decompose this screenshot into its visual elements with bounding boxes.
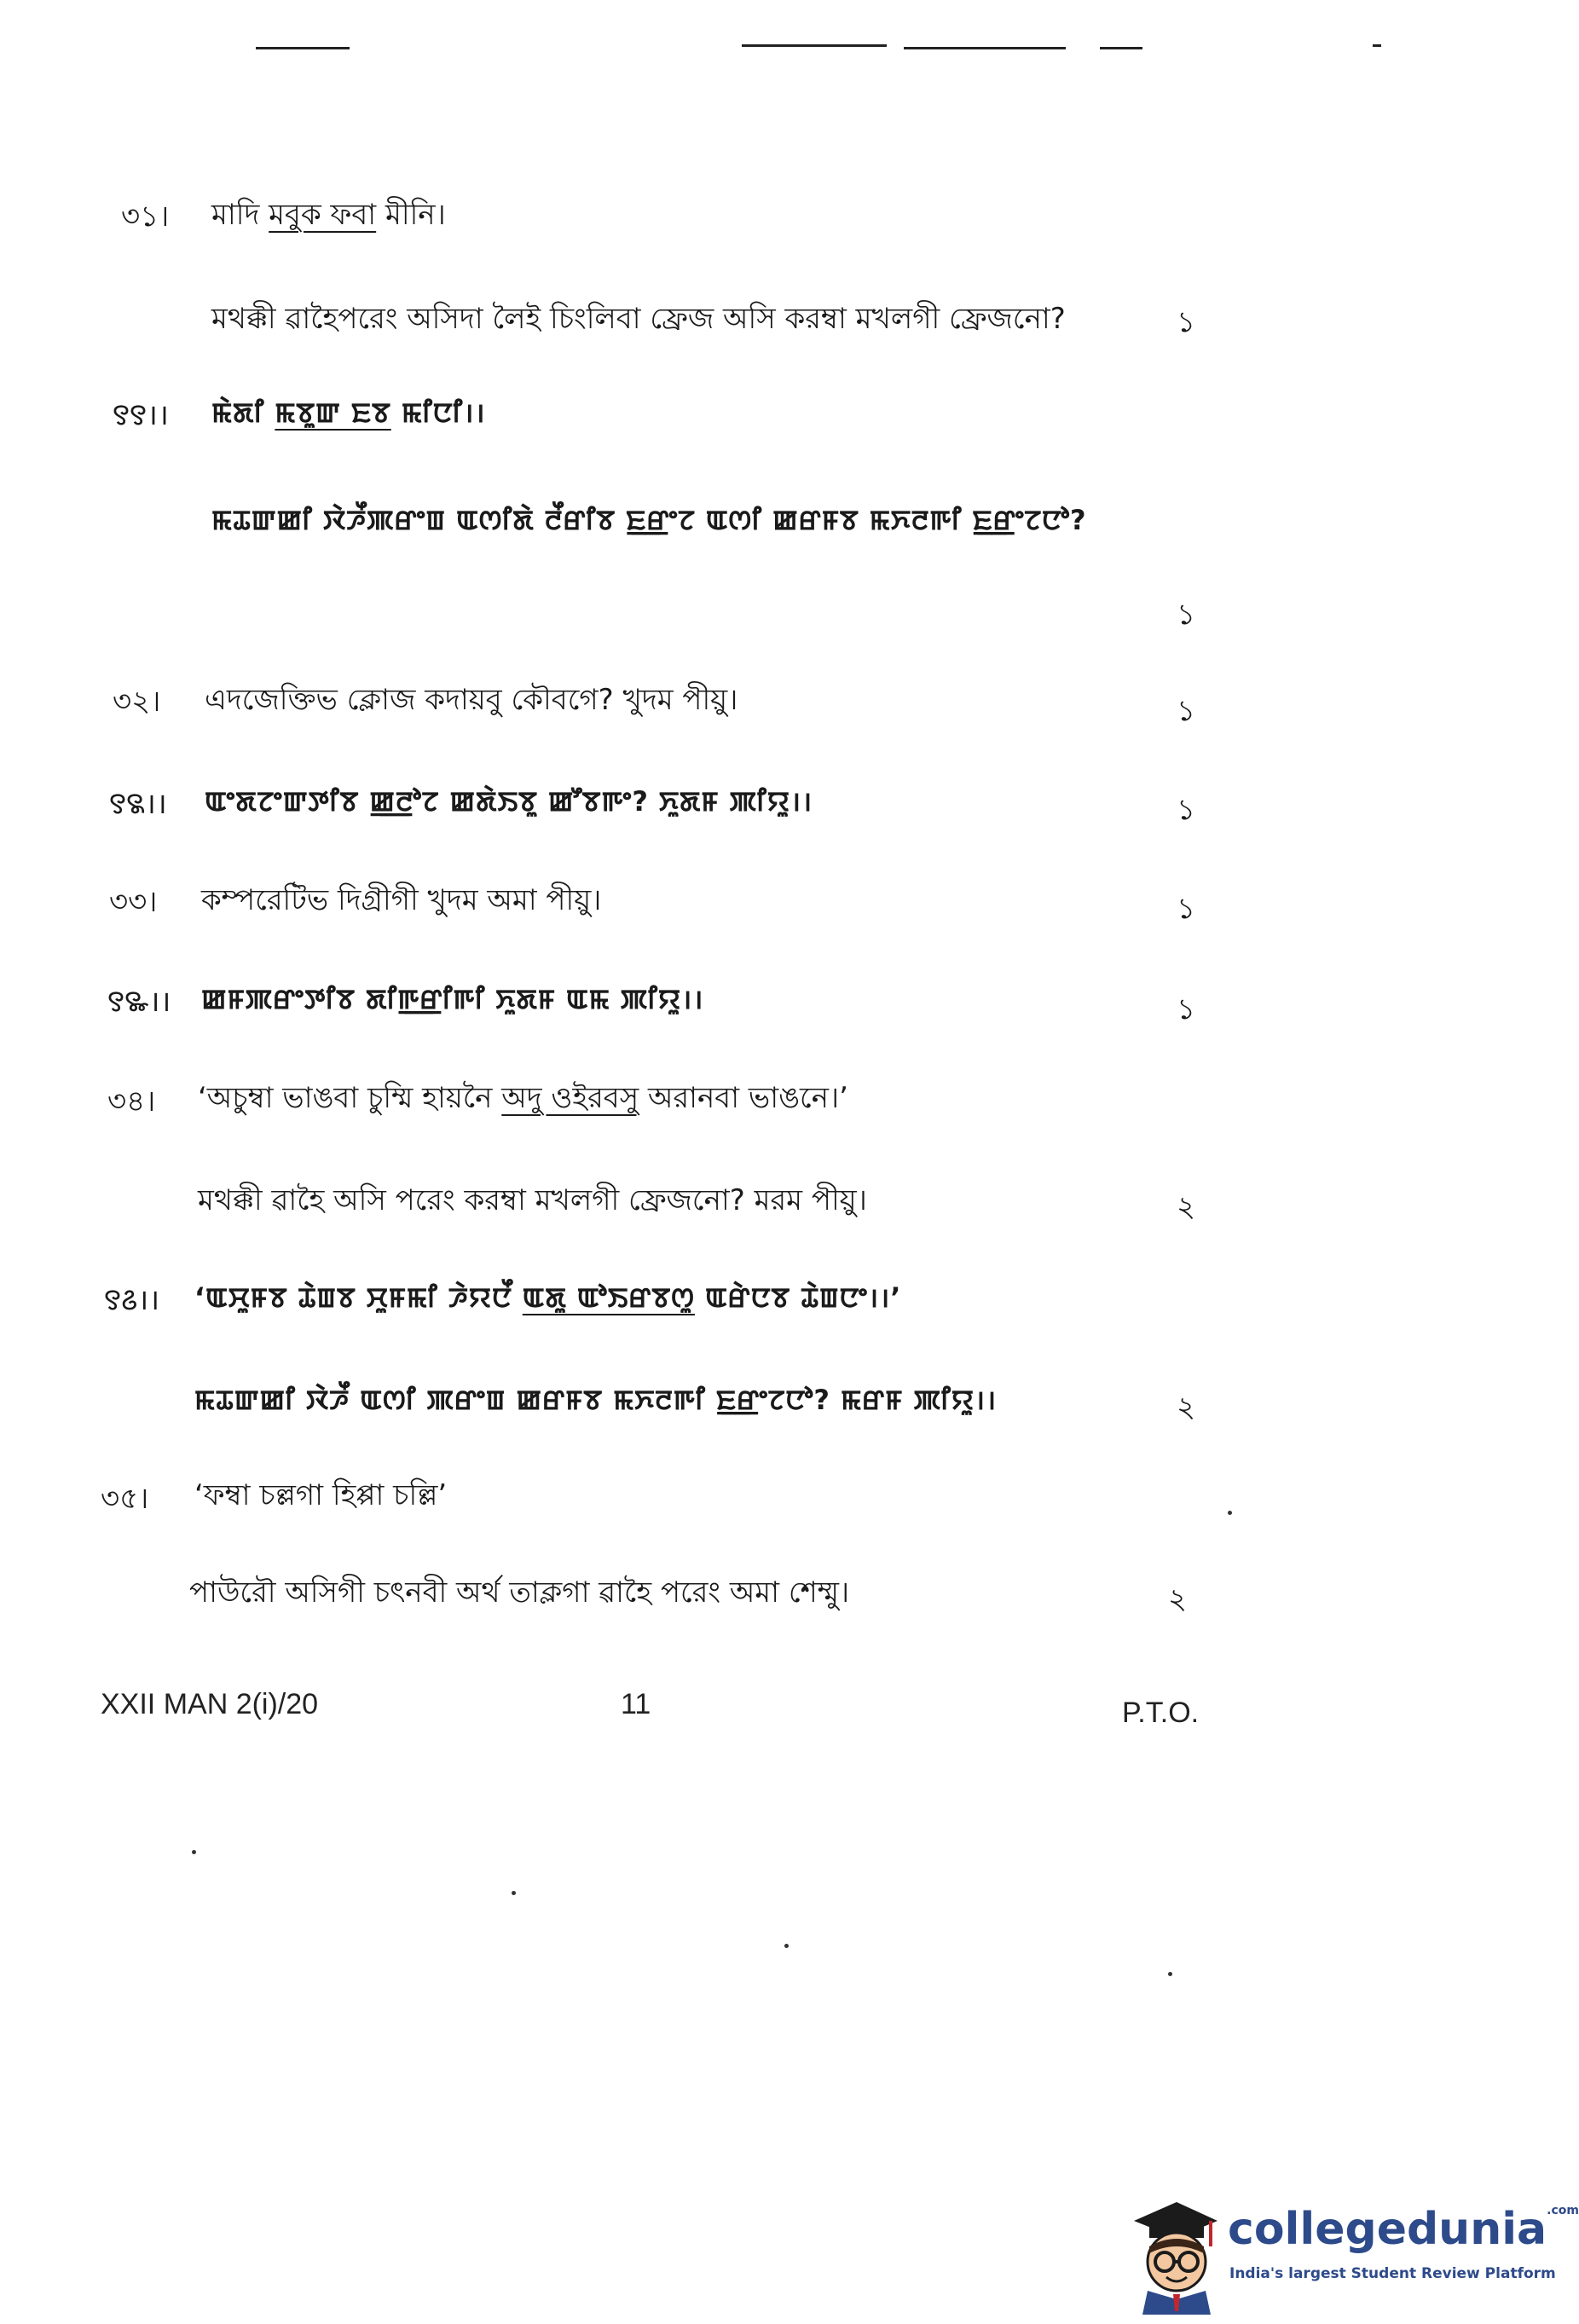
question-subtext: ꯃꯊꯛꯀꯤ ꯋꯥꯍꯩ ꯑꯁꯤ ꯄꯔꯦꯡ ꯀꯔꯝꯕ ꯃꯈꯂꯒꯤ ꯐ꯭ꯔꯦꯖꯅꯣ? ꯃꯔꯝ ꯄꯤꯌꯨ।। xyxy=(194,1384,998,1416)
question-suffix: অরানবা ভাঙনে।’ xyxy=(639,1081,848,1115)
question-text: কম্পরেটিভ দিগ্রীগী খুদম অমা পীয়ু। xyxy=(201,883,602,917)
marks: ১ xyxy=(1177,892,1196,926)
marks: ১ xyxy=(1177,992,1196,1026)
scan-speck xyxy=(1168,1972,1172,1976)
paper-code: XXII MAN 2(i)/20 xyxy=(101,1688,319,1720)
question-text: ꯀꯝꯄꯔꯦꯇꯤꯕ ꯗꯤꯒ꯭ꯔꯤꯒꯤ ꯈꯨꯗꯝ ꯑꯃ ꯄꯤꯌꯨ।। xyxy=(201,983,704,1015)
underlined-phrase: ꯃꯕꯨꯛ ꯐꯕ xyxy=(275,396,391,429)
question-suffix: মীনি। xyxy=(376,198,446,232)
marks: ২ xyxy=(1168,1582,1188,1616)
question-text: ꯑꯦꯗꯖꯦꯛꯇꯤꯕ ꯀ꯭ꯂꯣꯖ ꯀꯗꯥꯏꯕꯨ ꯀꯧꯕꯒꯦ? ꯈꯨꯗꯝ ꯄꯤꯌꯨ।। xyxy=(205,785,813,818)
brand-text: collegedunia xyxy=(1228,2204,1547,2255)
question-prefix: ‘ꯑꯆꯨꯝꯕ ꯊꯥꯡꯕ ꯆꯨꯝꯃꯤ ꯍꯥꯌꯅꯩ xyxy=(194,1281,523,1314)
question-number: ꯱꯳।। xyxy=(107,985,171,1019)
question-number: ꯱꯱।। xyxy=(113,398,169,432)
question-subtext: মথক্কী ৱাহৈপরেং অসিদা লৈই চিংলিবা ফ্রেজ অসি করম্বা মখলগী ফ্রেজনো? xyxy=(211,302,1066,336)
question-suffix: ꯑꯔꯥꯅꯕ ꯊꯥꯡꯅꯦ।।’ xyxy=(694,1281,902,1314)
question-number: ৩৪। xyxy=(107,1084,156,1119)
question-text xyxy=(211,193,446,241)
question-subtext: মথক্কী ৱাহৈ অসি পরেং করম্বা মখলগী ফ্রেজনো? মরম পীয়ু। xyxy=(198,1183,867,1217)
scan-mark xyxy=(1373,44,1381,47)
brand-name xyxy=(1228,2204,1579,2255)
scan-speck xyxy=(512,1891,516,1895)
question-number: ৩৫। xyxy=(101,1482,149,1516)
brand-tagline: India's largest Student Review Platform xyxy=(1229,2265,1556,2282)
underlined-phrase: অদু ওইরবসু xyxy=(501,1081,639,1115)
marks: ১ xyxy=(1177,694,1196,728)
question-text: ‘ফম্বা চল্লগা হিপ্পা চল্লি’ xyxy=(194,1478,448,1512)
brand-suffix: .com xyxy=(1547,2204,1579,2217)
question-text xyxy=(211,394,485,431)
question-text xyxy=(198,1076,848,1124)
scan-mark xyxy=(1100,47,1142,49)
question-subtext: পাউরৌ অসিগী চৎনবী অর্থ তাক্লগা ৱাহৈ পরেং অমা শেম্মু। xyxy=(189,1575,850,1610)
marks: ১ xyxy=(1177,793,1196,827)
question-suffix: ꯃꯤꯅꯤ।। xyxy=(390,396,486,429)
scan-speck xyxy=(1228,1511,1232,1515)
page-number: 11 xyxy=(621,1688,651,1720)
marks: ২ xyxy=(1177,1390,1196,1425)
question-number: ৩২। xyxy=(113,685,161,719)
marks: ১ xyxy=(1177,598,1196,632)
scan-speck xyxy=(192,1850,196,1854)
question-text: এদজেক্তিভ ক্লোজ কদায়বু কৌবগে? খুদম পীয়ু। xyxy=(205,683,738,717)
question-prefix: ‘অচুম্বা ভাঙবা চুম্মি হায়নৈ xyxy=(198,1081,502,1115)
question-number: ৩৩। xyxy=(109,885,158,919)
collegedunia-logo xyxy=(1125,2187,1579,2315)
question-prefix: ꯃꯥꯗꯤ xyxy=(211,396,275,429)
marks: ২ xyxy=(1177,1190,1196,1224)
question-number: ꯱꯴।। xyxy=(104,1283,160,1317)
marks: ১ xyxy=(1177,305,1196,339)
question-text xyxy=(194,1279,901,1316)
scan-mark xyxy=(742,44,887,47)
scan-mark xyxy=(904,47,1066,49)
question-number: ꯱꯲।। xyxy=(109,787,167,821)
question-subtext: ꯃꯊꯛꯀꯤ ꯋꯥꯍꯩꯄꯔꯦꯡ ꯑꯁꯤꯗꯥ ꯂꯩꯔꯤꯕ ꯐ꯭ꯔꯦꯖ ꯑꯁꯤ ꯀꯔꯝꯕ ꯃꯈꯂꯒꯤ ꯐ꯭ꯔꯦꯖꯅꯣ? xyxy=(211,504,1087,536)
mascot-icon xyxy=(1125,2187,1219,2315)
underlined-phrase: ꯑꯗꯨ ꯑꯣꯏꯔꯕꯁꯨ xyxy=(522,1281,695,1314)
pto-label: P.T.O. xyxy=(1122,1697,1200,1729)
underlined-phrase: মবুক ফবা xyxy=(269,198,377,232)
question-prefix: মাদি xyxy=(211,198,269,232)
scan-speck xyxy=(784,1944,789,1948)
question-number: ৩১। xyxy=(121,199,170,234)
scan-mark xyxy=(256,47,350,49)
